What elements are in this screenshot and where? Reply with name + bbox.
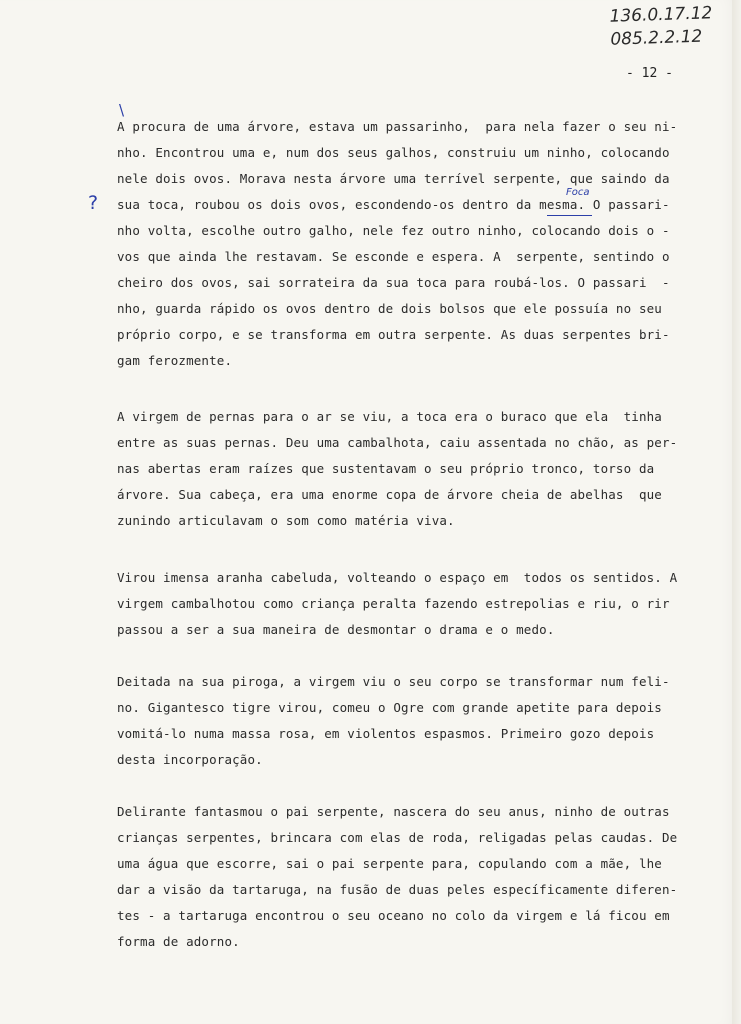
paragraph-5 <box>117 799 687 955</box>
text-line: sua toca, roubou os dois ovos, escondendo-os dentro da mesma. O passari- <box>117 197 670 212</box>
text-line: Deitada na sua piroga, a virgem viu o seu corpo se transformar num feli- <box>117 674 670 689</box>
text-line: gam ferozmente. <box>117 353 233 368</box>
text-line: uma água que escorre, sai o pai serpente para, copulando com a mãe, lhe <box>117 856 662 871</box>
question-mark-annotation: ? <box>88 192 99 214</box>
text-line: nho volta, escolhe outro galho, nele fez outro ninho, colocando dois o - <box>117 223 670 238</box>
text-line: vos que ainda lhe restavam. Se esconde e espera. A serpente, sentindo o <box>117 249 670 264</box>
archive-codes <box>609 2 713 52</box>
text-line: passou a ser a sua maneira de desmontar o drama e o medo. <box>117 622 555 637</box>
text-line: A procura de uma árvore, estava um passarinho, para nela fazer o seu ni- <box>117 119 678 134</box>
text-line: Virou imensa aranha cabeluda, volteando o espaço em todos os sentidos. A <box>117 570 678 585</box>
text-line: nas abertas eram raízes que sustentavam o seu próprio tronco, torso da <box>117 461 655 476</box>
text-line: nele dois ovos. Morava nesta árvore uma terrível serpente, que saindo da <box>117 171 670 186</box>
text-line: cheiro dos ovos, sai sorrateira da sua toca para roubá-los. O passari - <box>117 275 670 290</box>
text-line: virgem cambalhotou como criança peralta fazendo estrepolias e riu, o rir <box>117 596 670 611</box>
text-line: próprio corpo, e se transforma em outra serpente. As duas serpentes bri- <box>117 327 670 342</box>
page-fold-shadow <box>732 0 741 1024</box>
text-line: dar a visão da tartaruga, na fusão de duas peles específicamente diferen- <box>117 882 678 897</box>
text-line: zunindo articulavam o som como matéria viva. <box>117 513 455 528</box>
text-line: nho, guarda rápido os ovos dentro de dois bolsos que ele possuía no seu <box>117 301 662 316</box>
text-line: entre as suas pernas. Deu uma cambalhota, caiu assentada no chão, as per- <box>117 435 678 450</box>
text-line: nho. Encontrou uma e, num dos seus galhos, construiu um ninho, colocando <box>117 145 670 160</box>
paragraph-4 <box>117 669 687 773</box>
accent-mark-annotation: \ <box>119 101 125 119</box>
page-number: - 12 - <box>626 66 673 81</box>
text-line: crianças serpentes, brincara com elas de roda, religadas pelas caudas. De <box>117 830 678 845</box>
paragraph-1 <box>117 114 687 374</box>
archive-code-1: 136.0.17.12 <box>609 3 713 27</box>
text-line: tes - a tartaruga encontrou o seu oceano no colo da virgem e lá ficou em <box>117 908 670 923</box>
text-line: árvore. Sua cabeça, era uma enorme copa de árvore cheia de abelhas que <box>117 487 662 502</box>
paragraph-3 <box>117 565 687 643</box>
text-line: no. Gigantesco tigre virou, comeu o Ogre com grande apetite para depois <box>117 700 662 715</box>
archive-code-2: 085.2.2.12 <box>610 26 703 50</box>
text-line: A virgem de pernas para o ar se viu, a toca era o buraco que ela tinha <box>117 409 662 424</box>
text-line: Delirante fantasmou o pai serpente, nascera do seu anus, ninho de outras <box>117 804 670 819</box>
paragraph-2 <box>117 404 687 534</box>
text-line: forma de adorno. <box>117 934 240 949</box>
text-line: vomitá-lo numa massa rosa, em violentos espasmos. Primeiro gozo depois <box>117 726 655 741</box>
correction-word-annotation: Foca <box>566 187 590 198</box>
text-line: desta incorporação. <box>117 752 263 767</box>
